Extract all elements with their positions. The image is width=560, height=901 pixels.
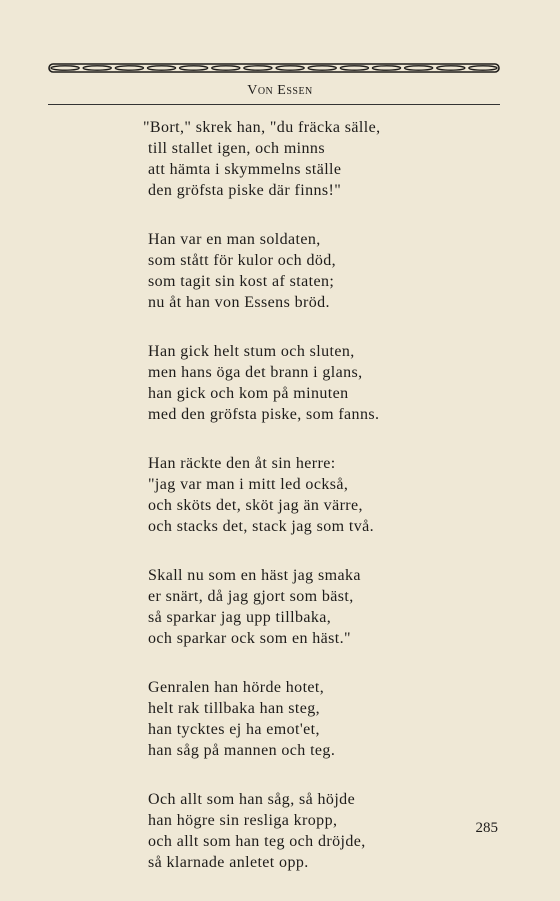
- poem-line: men hans öga det brann i glans,: [148, 364, 363, 381]
- poem-line: nu åt han von Essens bröd.: [148, 294, 330, 311]
- poem-line: som stått för kulor och död,: [148, 252, 337, 269]
- poem-line: Och allt som han såg, så höjde: [148, 791, 356, 808]
- poem-line: Han var en man soldaten,: [148, 231, 321, 248]
- poem-line: med den gröfsta piske, som fanns.: [148, 406, 380, 423]
- poem: [143, 117, 478, 901]
- poem-line: till stallet igen, och minns: [148, 140, 325, 157]
- chain-ornament: [48, 62, 500, 74]
- stanza-4: [148, 453, 478, 537]
- poem-line: Han räckte den åt sin herre:: [148, 455, 336, 472]
- poem-line: Genralen han hörde hotet,: [148, 679, 325, 696]
- stanza-6: [148, 677, 478, 761]
- poem-line: och sköts det, sköt jag än värre,: [148, 497, 363, 514]
- stanza-1: [143, 117, 478, 201]
- stanza-2: [148, 229, 478, 313]
- poem-line: och sparkar ock som en häst.": [148, 630, 351, 647]
- poem-line: att hämta i skymmelns ställe: [148, 161, 342, 178]
- poem-line: "Bort," skrek han, "du fräcka sälle,: [143, 119, 381, 136]
- poem-line: och stacks det, stack jag som två.: [148, 518, 374, 535]
- poem-line: så klarnade anletet opp.: [148, 854, 309, 871]
- poem-line: så sparkar jag upp tillbaka,: [148, 609, 332, 626]
- poem-line: helt rak tillbaka han steg,: [148, 700, 321, 717]
- stanza-3: [148, 341, 478, 425]
- page-number: 285: [475, 820, 498, 836]
- poem-line: han gick och kom på minuten: [148, 385, 349, 402]
- poem-line: han tycktes ej ha emot'et,: [148, 721, 320, 738]
- poem-line: som tagit sin kost af staten;: [148, 273, 335, 290]
- poem-line: han såg på mannen och teg.: [148, 742, 336, 759]
- poem-line: "jag var man i mitt led också,: [148, 476, 349, 493]
- poem-line: han högre sin resliga kropp,: [148, 812, 338, 829]
- poem-line: Han gick helt stum och sluten,: [148, 343, 355, 360]
- running-head: Von Essen: [247, 83, 313, 98]
- poem-line: den gröfsta piske där finns!": [148, 182, 342, 199]
- header-rule: [48, 104, 500, 105]
- poem-line: och allt som han teg och dröjde,: [148, 833, 366, 850]
- stanza-5: [148, 565, 478, 649]
- stanza-7: [148, 789, 478, 873]
- poem-line: Skall nu som en häst jag smaka: [148, 567, 361, 584]
- poem-line: er snärt, då jag gjort som bäst,: [148, 588, 354, 605]
